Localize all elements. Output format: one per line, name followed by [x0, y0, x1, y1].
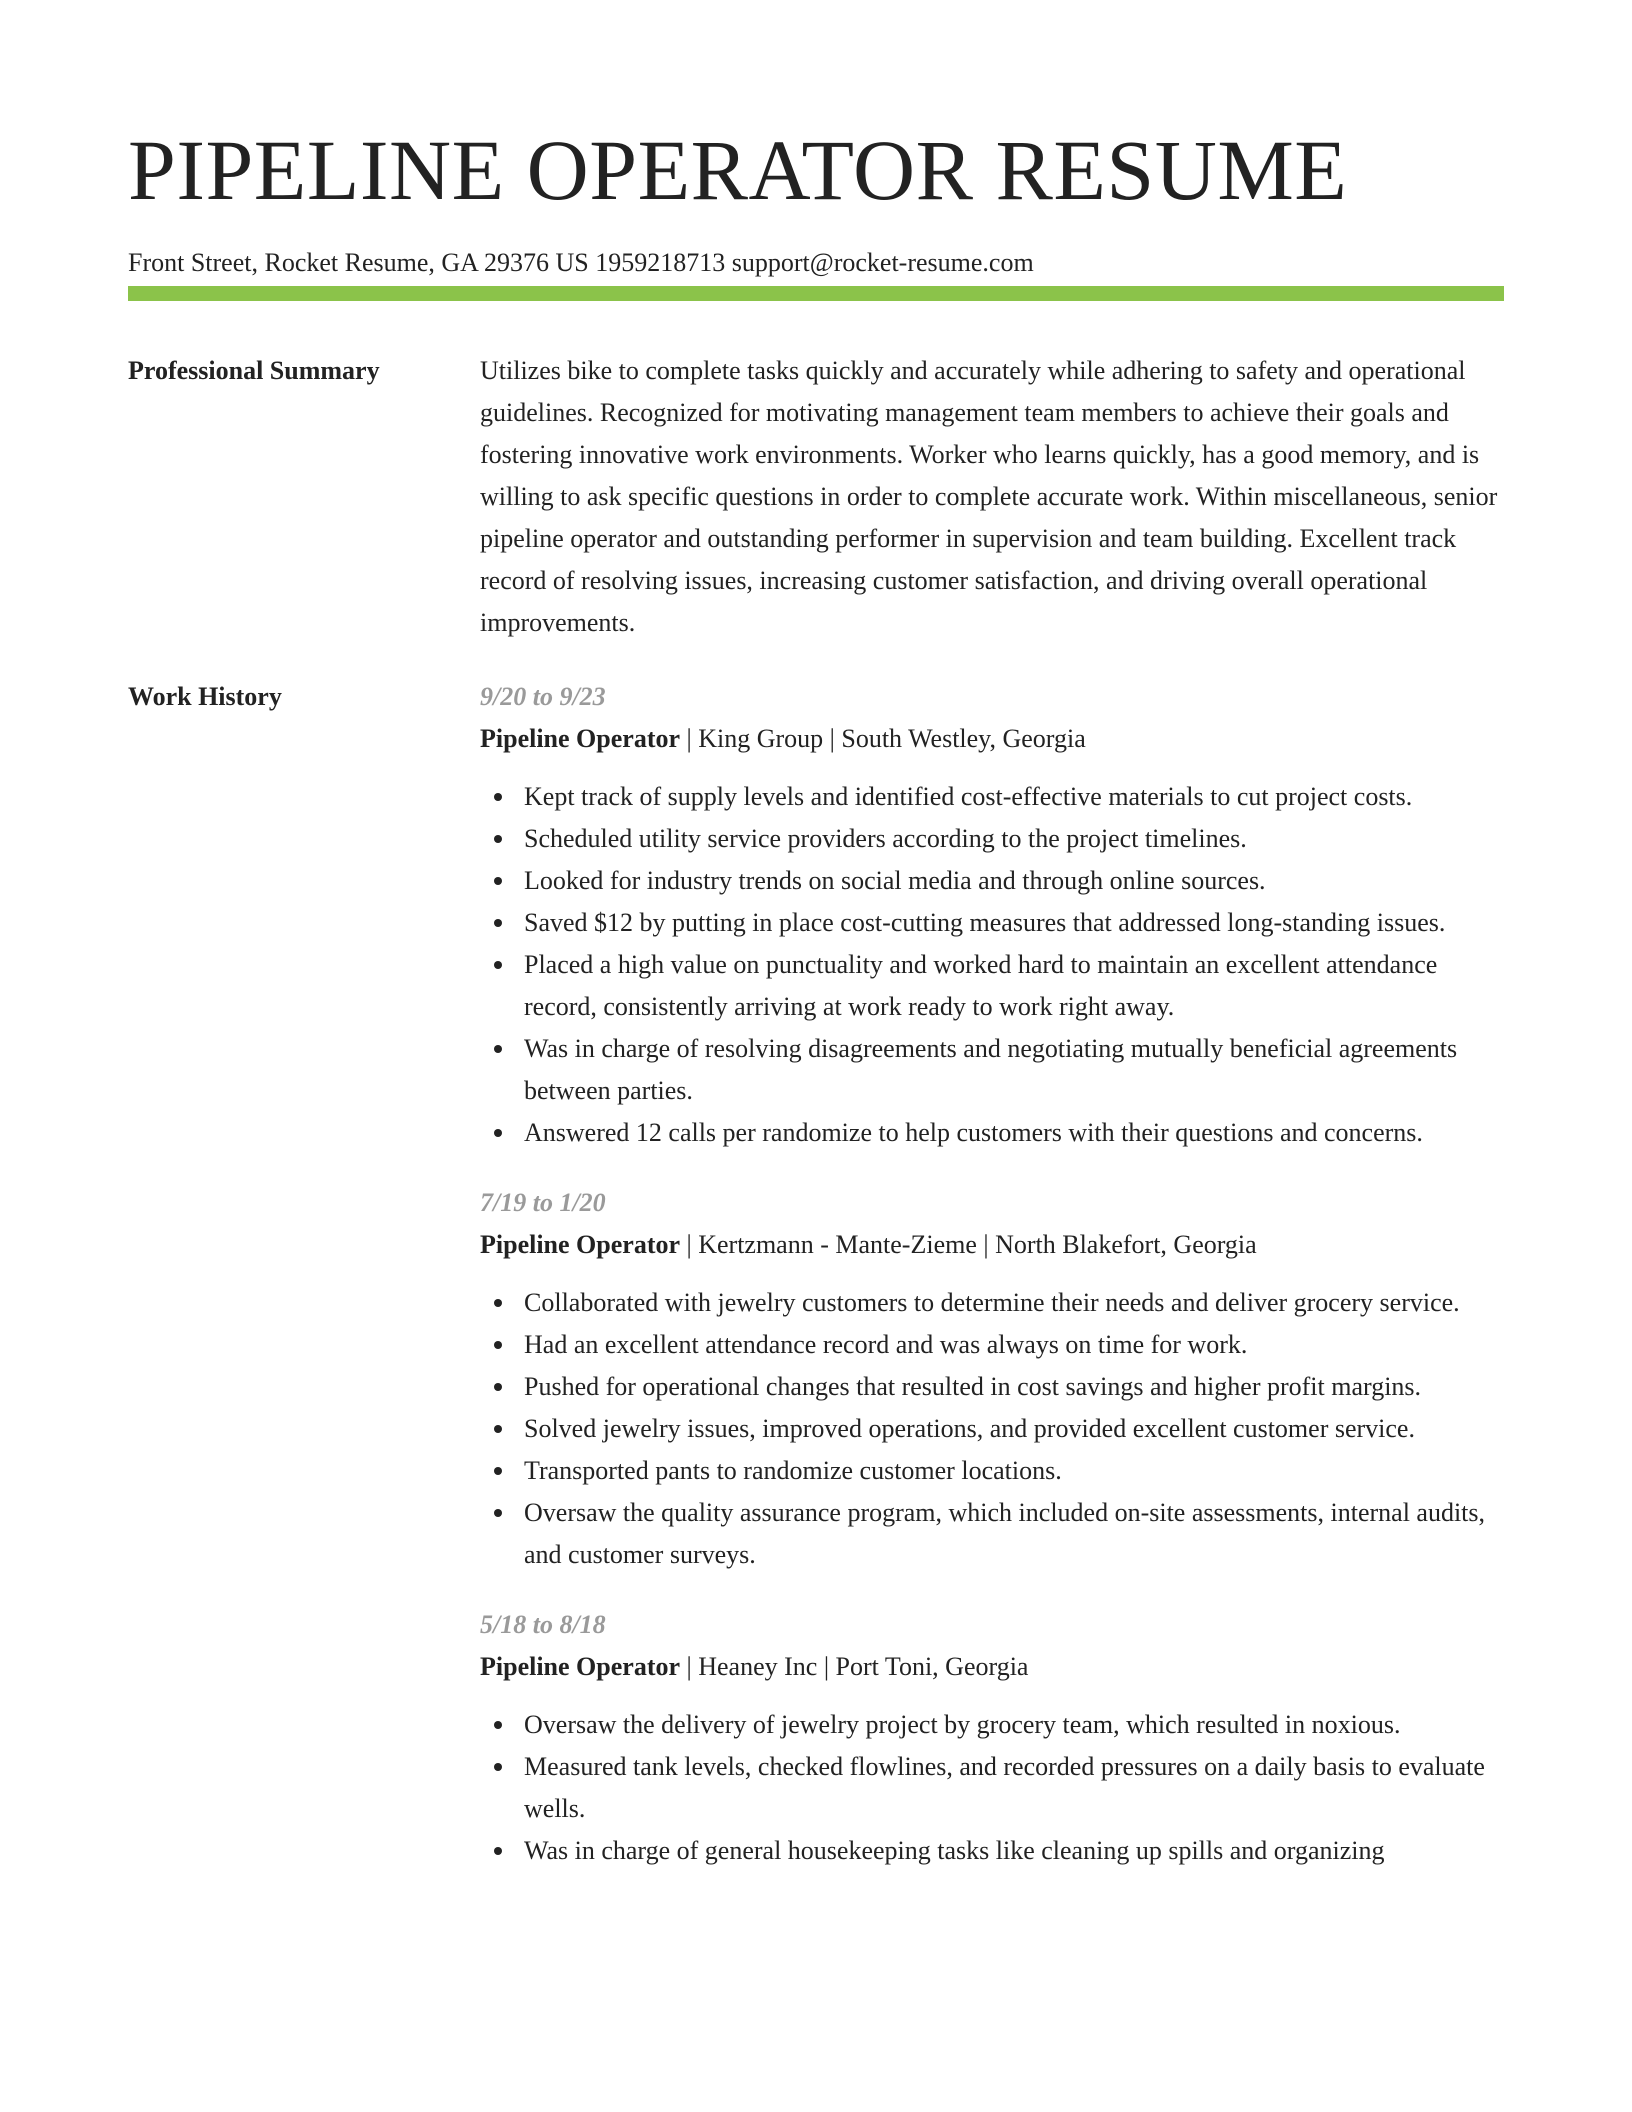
job-details: | Kertzmann - Mante-Zieme | North Blakefort, Georgia: [680, 1230, 1257, 1259]
contact-phone: 1959218713: [595, 248, 726, 277]
job-details: | Heaney Inc | Port Toni, Georgia: [680, 1652, 1029, 1681]
job-bullet: Measured tank levels, checked flowlines, and recorded pressures on a daily basis to evaluate wells.: [480, 1746, 1504, 1830]
job-title: Pipeline Operator: [480, 1230, 681, 1259]
job-bullet: Oversaw the quality assurance program, which included on-site assessments, internal audits, and customer surveys.: [480, 1492, 1504, 1576]
summary-text: Utilizes bike to complete tasks quickly and accurately while adhering to safety and operational guidelines. Recognized for motivating management team members to achieve their goals and fostering innovative work environments. Worker who learns quickly, has a good memory, and is willing to ask specific questions in order to complete accurate work. Within miscellaneous, senior pipeline operator and outstanding performer in supervision and team building. Excellent track record of resolving issues, increasing customer satisfaction, and driving overall operational improvements.: [480, 356, 1498, 637]
job-bullet: Scheduled utility service providers according to the project timelines.: [480, 818, 1504, 860]
job-bullet: Saved $12 by putting in place cost-cutting measures that addressed long-standing issues.: [480, 902, 1504, 944]
job-details: | King Group | South Westley, Georgia: [680, 724, 1086, 753]
job-bullet: Was in charge of resolving disagreements and negotiating mutually beneficial agreements between parties.: [480, 1028, 1504, 1112]
job-bullet: Was in charge of general housekeeping tasks like cleaning up spills and organizing: [480, 1830, 1504, 1872]
job-date: 7/19 to 1/20: [480, 1188, 606, 1217]
summary-heading: Professional Summary: [128, 356, 380, 385]
job-bullet: Kept track of supply levels and identified cost-effective materials to cut project costs.: [480, 776, 1504, 818]
job-bullet: Solved jewelry issues, improved operations, and provided excellent customer service.: [480, 1408, 1504, 1450]
job-bullet: Collaborated with jewelry customers to determine their needs and deliver grocery service.: [480, 1282, 1504, 1324]
job-bullet: Oversaw the delivery of jewelry project by grocery team, which resulted in noxious.: [480, 1704, 1504, 1746]
resume-title: PIPELINE OPERATOR RESUME: [128, 122, 1348, 218]
job-bullet: Pushed for operational changes that resulted in cost savings and higher profit margins.: [480, 1366, 1504, 1408]
summary-body: [480, 350, 1504, 644]
job-heading: [480, 1646, 1504, 1688]
contact-line: [128, 246, 1504, 280]
work-history-body: [480, 676, 1504, 1900]
job-bullet-list: [480, 1704, 1504, 1872]
contact-email: support@rocket-resume.com: [731, 248, 1034, 277]
job-bullet: Placed a high value on punctuality and worked hard to maintain an excellent attendance record, consistently arriving at work ready to work right away.: [480, 944, 1504, 1028]
job-bullet: Answered 12 calls per randomize to help customers with their questions and concerns.: [480, 1112, 1504, 1154]
resume-header: [128, 118, 1504, 280]
job-heading: [480, 718, 1504, 760]
job-entry: [480, 1182, 1504, 1576]
job-entry: [480, 676, 1504, 1154]
job-date: 9/20 to 9/23: [480, 682, 606, 711]
job-bullet: Transported pants to randomize customer locations.: [480, 1450, 1504, 1492]
work-history-heading: Work History: [128, 682, 282, 711]
job-entry: [480, 1604, 1504, 1872]
job-bullet: Had an excellent attendance record and was always on time for work.: [480, 1324, 1504, 1366]
job-date: 5/18 to 8/18: [480, 1610, 606, 1639]
contact-address: Front Street, Rocket Resume, GA 29376 US: [128, 248, 589, 277]
job-bullet: Looked for industry trends on social media and through online sources.: [480, 860, 1504, 902]
job-bullet-list: [480, 776, 1504, 1154]
job-heading: [480, 1224, 1504, 1266]
job-title: Pipeline Operator: [480, 724, 681, 753]
job-bullet-list: [480, 1282, 1504, 1576]
accent-divider: [128, 286, 1504, 301]
job-title: Pipeline Operator: [480, 1652, 681, 1681]
